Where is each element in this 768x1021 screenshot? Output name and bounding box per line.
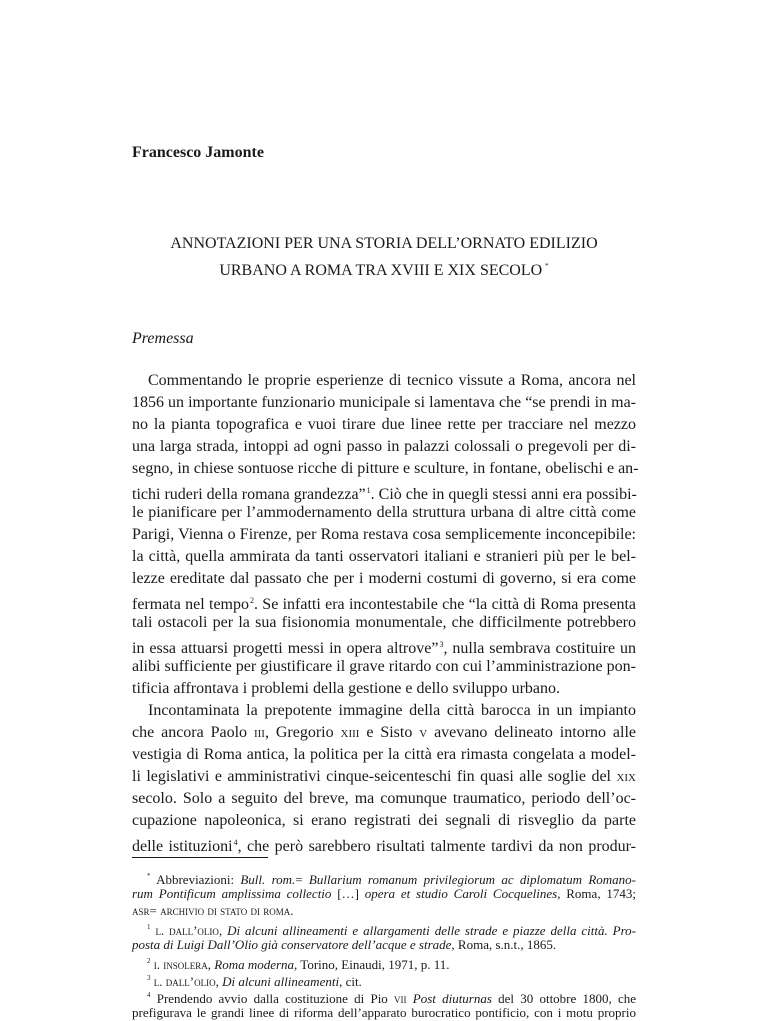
footnote-line [132,885,636,902]
text-run: li legislativi e amministrativi cinque-seicenteschi fin quasi alle soglie del [132,768,612,785]
footnote-number: 1 [147,923,151,931]
footnote-number: 2 [147,957,151,965]
footnote-ref-3: 3 [439,640,444,649]
note-italic: Di alcuni allineamenti [222,974,340,989]
note-text: Prendendo avvio dalla costituzione di Pio [156,991,388,1006]
note-author: i. insolera [153,957,208,972]
body-line: lezze ereditate dal passato che per i moderni costumi di governo, si era come [132,570,636,587]
footnote-line [132,936,636,953]
body-line [132,722,636,744]
roman-numeral: vii [394,991,407,1006]
body-line: una larga strada, intoppi ad ogni passo in palazzi colossali o pregevoli per di- [132,438,636,455]
note-smallcaps: asr [132,903,150,918]
note-italic: opera et studio Caroli Cocquelines [364,886,558,901]
note-text: , Roma, s.n.t., 1865. [451,937,557,952]
body-line: tali ostacoli per la sua fisionomia monumentale, che difficilmente potrebbero [132,614,636,631]
body-line: Commentando le proprie esperienze di tecnico vissute a Roma, ancora nel [148,372,636,389]
note-italic: Bull. rom. [240,872,296,887]
text-run: fermata nel tempo [132,596,249,613]
section-heading: Premessa [132,330,194,347]
footnote-line [132,919,636,936]
note-text: Abbreviazioni: [156,872,235,887]
body-line: cupazione napoleonica, si erano registrati dei segnali di risveglio da parte [132,812,636,829]
note-italic: Di alcuni allineamenti e allargamenti delle strade e piazze della città. Pro- [227,923,637,938]
note-text: […] [337,886,359,901]
body-line [132,480,636,502]
body-line [132,590,636,612]
roman-numeral: xix [616,768,637,785]
text-run: , che però sarebbero risultati talmente tardivi da non produr- [237,838,637,855]
note-text: , [218,923,223,938]
roman-numeral: v [419,724,428,741]
footnote-mark: * [147,872,151,880]
body-line: la città, quella ammirata da tanti osservatori italiani e stranieri più per le bel- [132,548,636,565]
note-text: = [295,872,303,887]
note-text: , [207,957,211,972]
note-smallcaps: archivio di stato di roma [160,903,291,918]
note-author: l. dall’olio [155,923,219,938]
text-run: delle istituzioni [132,838,233,855]
footnote-line [132,953,636,970]
body-line: Parigi, Vienna o Firenze, per Roma restava cosa semplicemente inconcepibile: [132,526,636,543]
body-line: segno, in chiese sontuose ricche di pitture e sculture, in fontane, obelischi e an- [132,460,639,477]
note-italic: Roma moderna [214,957,295,972]
footnote-line [132,868,636,885]
footnote-line [132,970,636,987]
body-line: vestigia di Roma antica, la politica per la città era rimasta congelata a model- [132,746,636,763]
body-line [132,766,636,788]
text-run: avevano delineato intorno alle [434,724,637,741]
note-text: del 30 ottobre 1800, che [498,991,636,1006]
note-text: , cit. [339,974,362,989]
body-line: le pianificare per l’ammodernamento della struttura urbana di altre città come [132,504,636,521]
footnote-ref-4: 4 [233,838,238,847]
article-title [132,233,636,277]
text-run: , Gregorio [264,724,334,741]
note-text: = [149,903,157,918]
note-text: . [290,903,294,918]
note-text: , Torino, Einaudi, 1971, p. 11. [294,957,450,972]
note-italic: rum Pontificum amplissima collectio [132,886,332,901]
text-run: e Sisto [366,724,413,741]
text-run: che ancora Paolo [132,724,248,741]
footnote-line: prefigurava le grandi linee di riforma dell’apparato burocratico pontificio, con i motu proprio [132,1005,636,1020]
roman-numeral: iii [253,724,265,741]
body-line: alibi sufficiente per giustificare il grave ritardo con cui l’amministrazione pon- [132,658,636,675]
body-line: Incontaminata la prepotente immagine della città barocca in un impianto [148,702,636,719]
title-line-2 [132,255,636,277]
body-line: 1856 un importante funzionario municipale si lamentava che “se prendi in ma- [132,394,636,411]
footnote-ref-2: 2 [250,596,254,605]
title-line-2-text: URBANO A ROMA TRA XVIII E XIX SECOLO [219,262,543,279]
note-italic: Post diuturnas [412,991,492,1006]
note-italic: Bullarium romanum privilegiorum ac diplomatum Romano- [308,872,636,887]
text-run: . Se infatti era incontestabile che “la città di Roma presenta [254,596,636,613]
body-line [132,832,636,854]
note-text: , Roma, 1743; [557,886,636,901]
title-line-1: ANNOTAZIONI PER UNA STORIA DELL’ORNATO EDILIZIO [170,235,598,252]
note-author: l. dall’olio [153,974,216,989]
footnote-ref-1: 1 [366,486,371,495]
text-run: . Ciò che in quegli stessi anni era possibi- [370,486,637,503]
footnote-divider [132,857,268,858]
body-line [132,634,636,656]
body-text [132,370,639,855]
body-line: secolo. Solo a seguito del breve, ma comunque traumatico, periodo dell’oc- [132,790,636,807]
body-line: tificia affrontava i problemi della gestione e dello sviluppo urbano. [132,680,561,697]
footnote-number: 3 [147,974,151,982]
author-name: Francesco Jamonte [132,144,264,161]
footnotes [132,868,636,1021]
title-footnote-mark: * [545,262,549,270]
note-italic: posta di Luigi Dall’Olio già conservatore dell’acque e strade [132,937,452,952]
footnote-line [132,987,636,1004]
body-line: no la pianta topografica e vuoi tirare due linee rette per tracciare nel mezzo [132,416,636,433]
text-run: , nulla sembrava costituire un [443,640,637,657]
footnote-line [132,902,636,919]
text-run: in essa attuarsi progetti messi in opera altrove” [132,640,439,657]
roman-numeral: xiii [340,724,360,741]
text-run: tichi ruderi della romana grandezza” [132,486,366,503]
footnote-number: 4 [147,991,151,999]
note-text: , [215,974,219,989]
